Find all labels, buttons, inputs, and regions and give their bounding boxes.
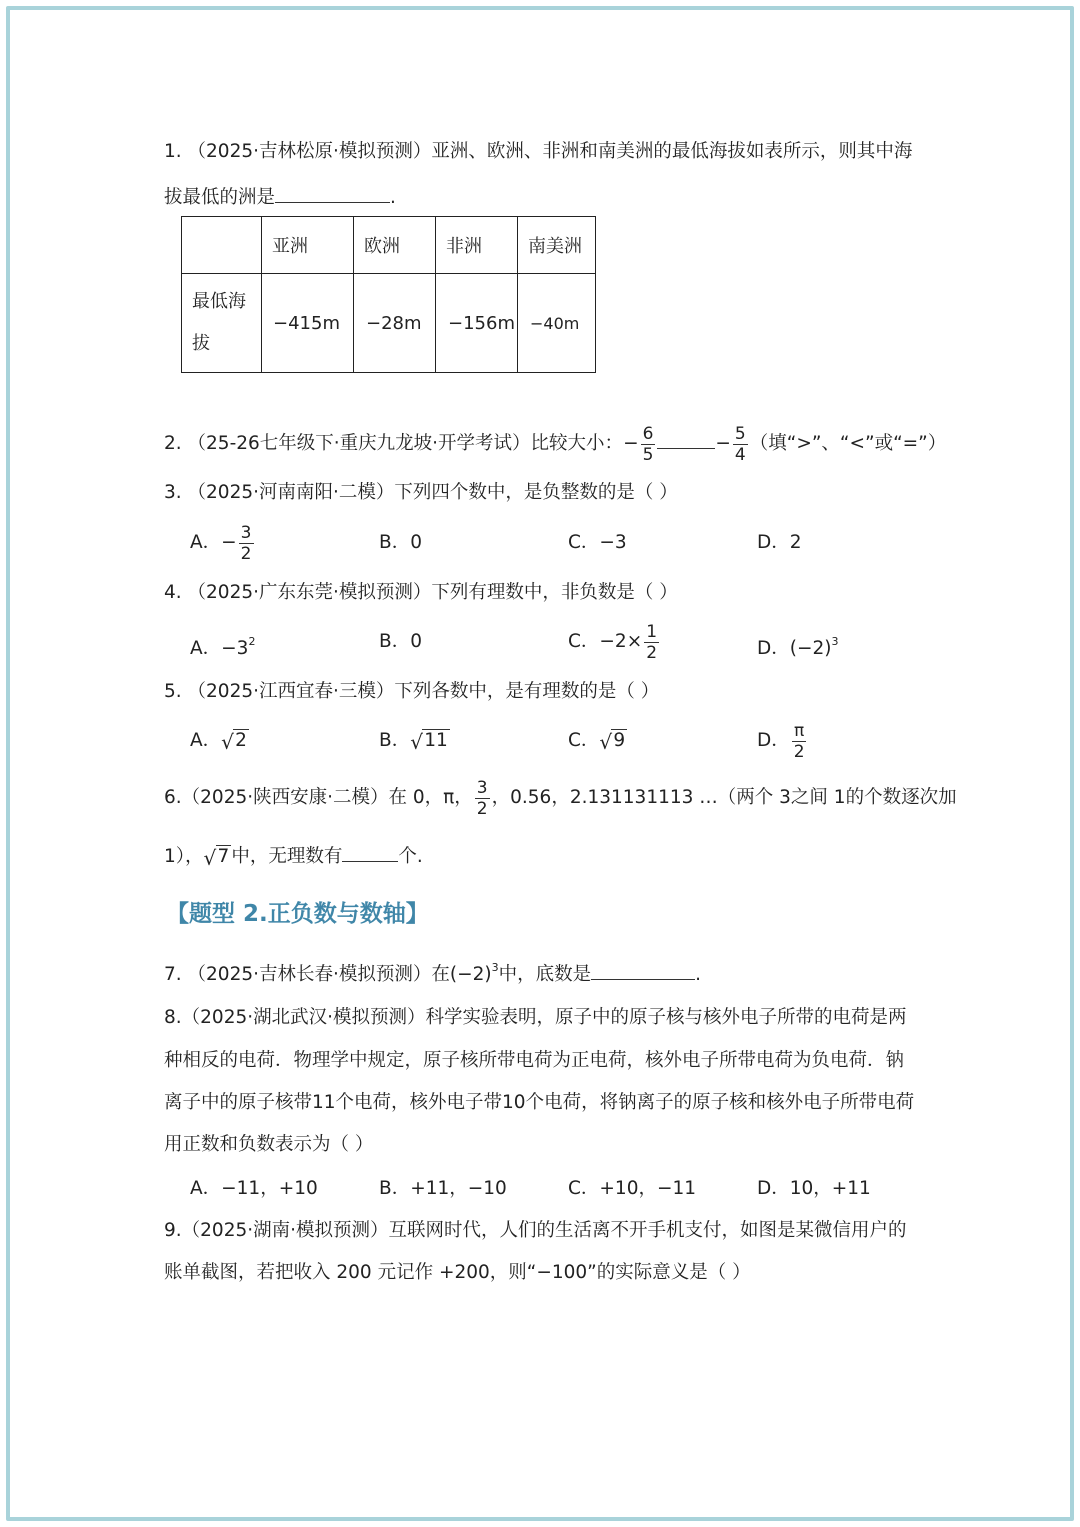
table-header-cell: 南美洲 [518,217,596,274]
denominator: 2 [240,543,252,564]
q4-option-a[interactable] [190,630,255,661]
denominator: 2 [476,798,488,819]
table-header-cell [182,217,262,274]
option-label: C． [568,631,600,652]
radicand: 7 [217,846,230,867]
answer-blank[interactable] [657,430,715,449]
table-cell: −28m [354,274,436,373]
radical-sign-icon: √ [410,730,423,754]
altitude-table [181,216,596,373]
q8-option-a[interactable]: A．−11，+10 [190,1178,318,1199]
option-label: D． [757,730,790,751]
exponent: 2 [248,635,256,648]
exponent: 3 [491,961,499,974]
fraction [475,778,490,819]
q4-option-c[interactable] [568,618,661,666]
q5-option-d[interactable] [757,717,809,765]
q8-line: 离子中的原子核带11个电荷，核外电子带10个电荷，将钠离子的原子核和核外电子所带电荷 [164,1092,915,1113]
q5-option-c[interactable] [568,729,627,753]
q6-line2-mid: 中，无理数有 [231,846,343,867]
exponent: 3 [831,635,839,648]
q5-option-a[interactable] [190,729,249,753]
denominator: 4 [734,444,746,465]
q1-line2 [164,184,396,210]
q1-line2-prefix: 拔最低的洲是 [164,187,276,208]
answer-blank[interactable] [342,843,398,862]
q3-stem: 3. （2025·河南南阳·二模）下列四个数中，是负整数的是（ ） [164,482,678,503]
q8-line: 种相反的电荷．物理学中规定，原子核所带电荷为正电荷，核外电子所带电荷为负电荷．钠 [164,1050,905,1071]
q2-line [164,420,946,468]
square-root [204,845,232,869]
power-base: (−2) [449,964,492,985]
numerator: 5 [734,423,746,444]
table-cell: −156m [436,274,518,373]
q5-option-b[interactable] [379,729,450,753]
q3-option-a[interactable] [190,519,256,567]
q2-prefix: 2. （25-26七年级下·重庆九龙坡·开学考试）比较大小： [164,433,624,454]
row-label-cell [182,274,262,373]
option-label: A． [190,730,222,751]
q8-line: 用正数和负数表示为（ ） [164,1134,374,1155]
q7-mid: 中，底数是 [498,964,592,985]
radical-sign-icon: √ [599,730,613,754]
denominator: 2 [646,642,658,663]
radical-sign-icon: √ [203,846,217,870]
q2-suffix: （填“>”、“<”或“=”） [749,433,947,454]
q3-option-d[interactable]: D．2 [757,532,802,553]
option-label: A． [190,532,222,553]
q3-option-c[interactable]: C．−3 [568,532,627,553]
q1-line1: 1. （2025·吉林松原·模拟预测）亚洲、欧洲、非洲和南美洲的最低海拔如表所示，则其中海 [164,141,913,162]
table-header-cell: 欧洲 [354,217,436,274]
fraction [644,622,659,663]
row-label-line: 最低海 [192,291,246,312]
power-base: (−2) [789,638,832,659]
q6-line2-prefix: 1）， [164,846,204,867]
table-header-cell: 非洲 [436,217,518,274]
square-root [221,729,249,753]
denominator: 5 [642,444,654,465]
q8-line: 8.（2025·湖北武汉·模拟预测）科学实验表明，原子中的原子核与核外电子所带的电荷是两 [164,1007,907,1028]
q6-line2 [164,843,423,869]
power-base: −3 [221,638,249,659]
q6-line2-suffix: 个. [398,846,423,867]
q9-line: 账单截图，若把收入 200 元记作 +200，则“−100”的实际意义是（ ） [164,1262,751,1283]
q5-stem: 5. （2025·江西宜春·三模）下列各数中，是有理数的是（ ） [164,681,660,702]
answer-blank[interactable] [591,961,695,980]
q4-option-b[interactable]: B．0 [379,631,422,652]
table-header-cell: 亚洲 [262,217,354,274]
option-label: C． [568,730,600,751]
table-row [182,217,596,274]
fraction [792,721,807,762]
q6-prefix: 6.（2025·陕西安康·二模）在 0，π， [164,787,473,808]
fraction [641,424,656,465]
fraction [239,523,254,564]
q4-stem: 4. （2025·广东东莞·模拟预测）下列有理数中，非负数是（ ） [164,582,678,603]
numerator: 3 [476,777,488,798]
radical-sign-icon: √ [221,730,234,754]
q6-suffix: ，0.56，2.131131113 …（两个 3之间 1的个数逐次加 [491,787,957,808]
answer-blank[interactable] [275,184,390,203]
numerator: 1 [646,621,658,642]
q7-suffix: . [695,964,701,985]
table-cell: −40m [518,274,596,373]
q8-option-d[interactable]: D．10，+11 [757,1178,871,1199]
section-heading: 【题型 2.正负数与数轴】 [166,901,429,927]
q4-option-d[interactable] [757,630,838,661]
square-root [599,729,627,753]
q3-option-b[interactable]: B．0 [379,532,422,553]
square-root [410,729,450,753]
radicand: 2 [235,730,247,751]
minus-sign: − [221,532,237,553]
fraction [733,424,748,465]
q9-line: 9.（2025·湖南·模拟预测）互联网时代，人们的生活离不开手机支付，如图是某微信用户的 [164,1220,907,1241]
radicand: 11 [424,730,448,751]
radicand: 9 [613,730,626,751]
numerator: π [794,720,805,741]
q1-line2-suffix: . [390,187,396,208]
table-cell: −415m [262,274,354,373]
option-label: D． [757,638,790,659]
minus-sign: − [715,433,731,454]
q7-line [164,956,701,987]
numerator: 3 [240,522,252,543]
row-label-line: 拔 [192,333,210,354]
table-row [182,274,596,373]
q8-option-b[interactable]: B．+11，−10 [379,1178,507,1199]
q6-line1 [164,774,957,822]
expression: −2× [599,631,643,652]
option-label: A． [190,638,222,659]
minus-sign: − [623,433,639,454]
option-label: B． [379,730,411,751]
numerator: 6 [642,423,654,444]
q8-option-c[interactable]: C．+10，−11 [568,1178,697,1199]
q7-prefix: 7. （2025·吉林长春·模拟预测）在 [164,964,450,985]
denominator: 2 [793,741,805,762]
